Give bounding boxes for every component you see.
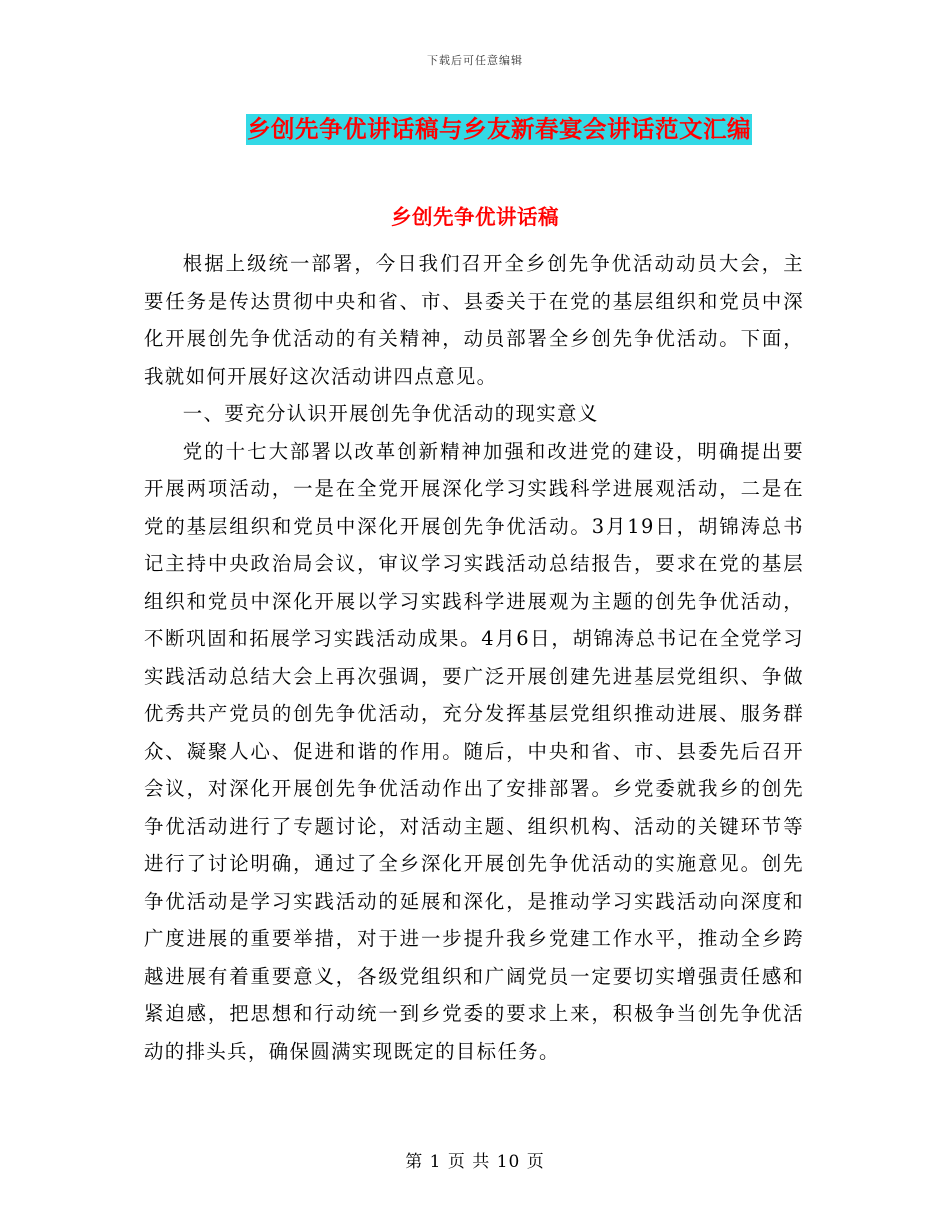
paragraph-heading-one: 一、要充分认识开展创先争优活动的现实意义	[182, 402, 599, 425]
page-number-footer: 第 1 页 共 10 页	[405, 1152, 545, 1172]
document-title-container	[0, 114, 950, 145]
document-body	[144, 245, 804, 1070]
paragraph-significance: 党的十七大部署以改革创新精神加强和改进党的建设，明确提出要开展两项活动，一是在全党开展深化学习实践科学进展观活动，二是在党的基层组织和党员中深化开展创先争优活动。3月19日，胡锦涛总书记主持中央政治局会议，审议学习实践活动总结报告，要求在党的基层组织和党员中深化开展以学习实践科学进展观为主题的创先争优活动，不断巩固和拓展学习实践活动成果。4月6日，胡锦涛总书记在全党学习实践活动总结大会上再次强调，要广泛开展创建先进基层党组织、争做优秀共产党员的创先争优活动，充分发挥基层党组织推动进展、服务群众、凝聚人心、促进和谐的作用。随后，中央和省、市、县委先后召开会议，对深化开展创先争优活动作出了安排部署。乡党委就我乡的创先争优活动进行了专题讨论，对活动主题、组织机构、活动的关键环节等进行了讨论明确，通过了全乡深化开展创先争优活动的实施意见。创先争优活动是学习实践活动的延展和深化，是推动学习实践活动向深度和广度进展的重要举措，对于进一步提升我乡党建工作水平，推动全乡跨越进展有着重要意义，各级党组织和广阔党员一定要切实增强责任感和紧迫感，把思想和行动统一到乡党委的要求上来，积极争当创先争优活动的排头兵，确保圆满实现既定的目标任务。	[144, 439, 804, 1063]
page-header-note: 下载后可任意编辑	[427, 54, 523, 67]
section-title: 乡创先争优讲话稿	[391, 205, 559, 229]
document-title: 乡创先争优讲话稿与乡友新春宴会讲话范文汇编	[247, 115, 751, 143]
paragraph-intro: 根据上级统一部署，今日我们召开全乡创先争优活动动员大会，主要任务是传达贯彻中央和省、市、县委关于在党的基层组织和党员中深化开展创先争优活动的有关精神，动员部署全乡创先争优活动。下面，我就如何开展好这次活动讲四点意见。	[144, 252, 804, 388]
